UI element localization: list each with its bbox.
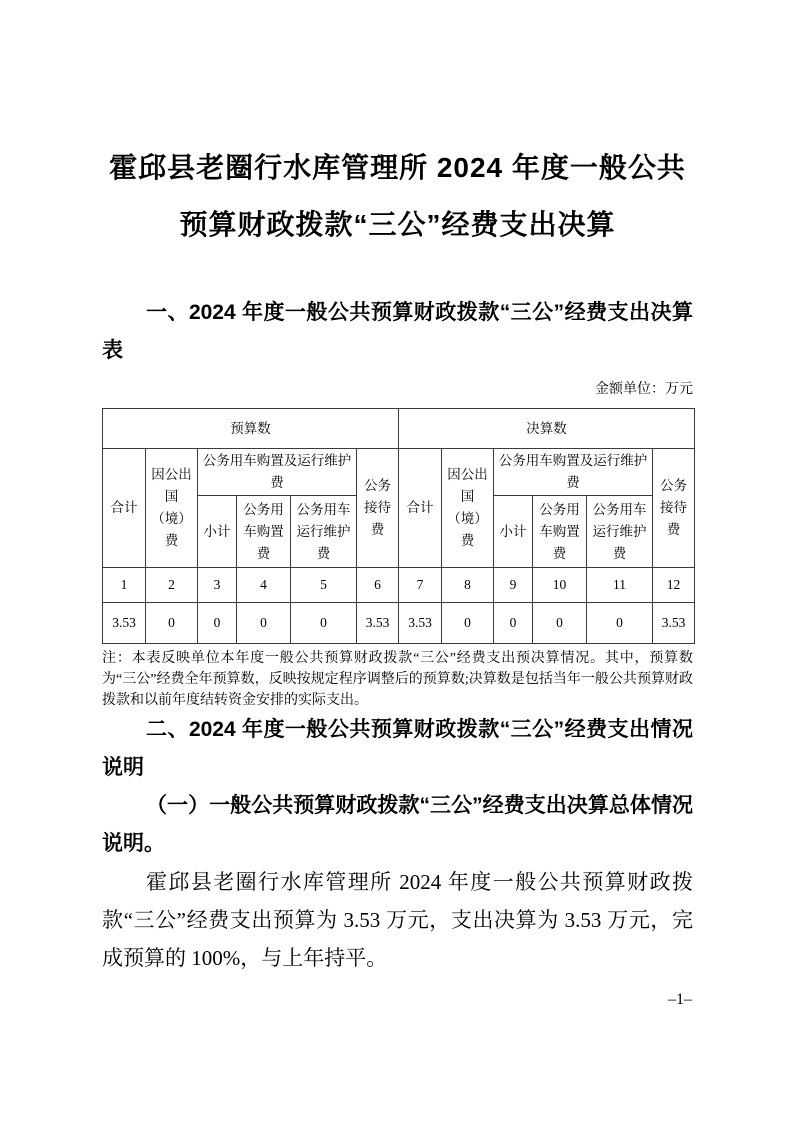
table-header-reception-budget: 公务接待费: [357, 449, 399, 568]
column-number-cell: 6: [357, 568, 399, 603]
value-cell: 0: [494, 603, 533, 644]
table-header-budget: 预算数: [103, 409, 399, 449]
value-cell: 0: [237, 603, 291, 644]
value-cell: 0: [146, 603, 198, 644]
column-number-cell: 12: [653, 568, 695, 603]
page-title: 霍邱县老圈行水库管理所 2024 年度一般公共预算财政拨款“三公”经费支出决算: [109, 152, 686, 240]
table-header-subtotal-final: 小计: [494, 496, 533, 568]
table-header-vehicle-group-final: 公务用车购置及运行维护费: [494, 449, 653, 496]
column-number-cell: 9: [494, 568, 533, 603]
column-number-cell: 3: [198, 568, 237, 603]
table-header-subtotal-budget: 小计: [198, 496, 237, 568]
value-cell: 0: [198, 603, 237, 644]
table-header-maintenance-budget: 公务用车运行维护费: [291, 496, 357, 568]
column-number-cell: 2: [146, 568, 198, 603]
three-public-expense-table: [102, 408, 695, 644]
value-cell: 3.53: [357, 603, 399, 644]
table-header-reception-final: 公务接待费: [653, 449, 695, 568]
table-header-total-budget: 合计: [103, 449, 146, 568]
table-header-purchase-final: 公务用车购置费: [533, 496, 587, 568]
column-number-cell: 7: [399, 568, 442, 603]
column-number-cell: 10: [533, 568, 587, 603]
table-header-total-final: 合计: [399, 449, 442, 568]
subsection-1-heading: （一）一般公共预算财政拨款“三公”经费支出决算总体情况说明。: [102, 794, 693, 855]
table-header-abroad-final: 因公出国（境）费: [442, 449, 494, 568]
value-cell: 3.53: [399, 603, 442, 644]
column-number-cell: 5: [291, 568, 357, 603]
page-number: –1–: [668, 991, 692, 1008]
table-header-abroad-budget: 因公出国（境）费: [146, 449, 198, 568]
column-number-cell: 4: [237, 568, 291, 603]
column-number-cell: 11: [587, 568, 653, 603]
table-header-vehicle-group-budget: 公务用车购置及运行维护费: [198, 449, 357, 496]
table-note: 注：本表反映单位本年度一般公共预算财政拨款“三公”经费支出预决算情况。其中，预算数为“三公”经费全年预算数，反映按规定程序调整后的预算数;决算数是包括当年一般公共预算财政拨款和以前年度结转资金安排的实际支出。: [102, 651, 693, 708]
value-cell: 0: [291, 603, 357, 644]
section-2-heading: 二、2024 年度一般公共预算财政拨款“三公”经费支出情况说明: [102, 718, 693, 779]
page-content: [0, 139, 793, 977]
value-cell: 0: [442, 603, 494, 644]
table-header-purchase-budget: 公务用车购置费: [237, 496, 291, 568]
column-number-cell: 1: [103, 568, 146, 603]
value-cell: 3.53: [653, 603, 695, 644]
table-header-maintenance-final: 公务用车运行维护费: [587, 496, 653, 568]
value-cell: 3.53: [103, 603, 146, 644]
body-paragraph: 霍邱县老圈行水库管理所 2024 年度一般公共预算财政拨款“三公”经费支出预算为 3.53 万元，支出决算为 3.53 万元，完成预算的 100%，与上年持平。: [102, 870, 693, 970]
column-number-cell: 8: [442, 568, 494, 603]
section-1-heading: 一、2024 年度一般公共预算财政拨款“三公”经费支出决算表: [102, 301, 693, 362]
amount-unit-label: 金额单位：万元: [595, 382, 693, 397]
table-header-final: 决算数: [399, 409, 695, 449]
value-cell: 0: [587, 603, 653, 644]
value-cell: 0: [533, 603, 587, 644]
